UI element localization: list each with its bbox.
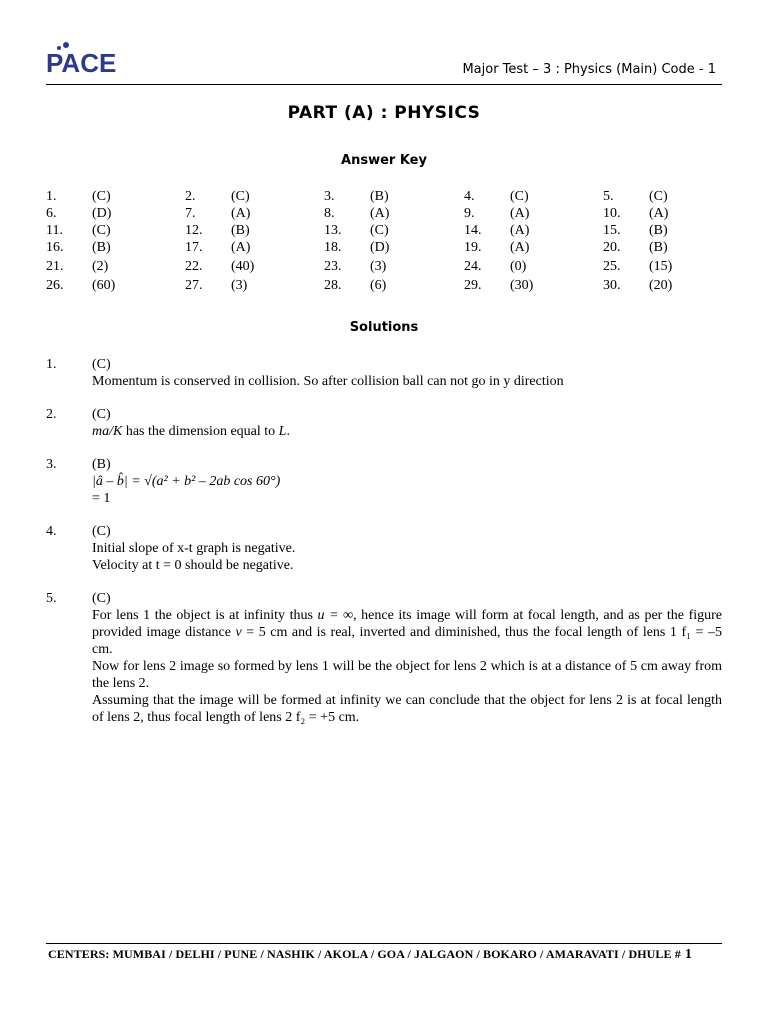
part-title: PART (A) : PHYSICS [287, 103, 481, 123]
math-var: ma/K [92, 424, 123, 439]
question-number: 16. [46, 240, 64, 255]
header-divider [46, 84, 722, 85]
answer-value: (6) [370, 278, 387, 293]
question-number: 2. [185, 189, 196, 204]
question-number: 18. [324, 240, 342, 255]
answer-value: (C) [92, 189, 111, 204]
question-number: 19. [464, 240, 482, 255]
solution-item [46, 406, 722, 440]
text-segment: , hence its image will form at focal length, and as per the figure provided image distance [92, 608, 723, 640]
question-number: 11. [46, 223, 63, 238]
question-number: 14. [464, 223, 482, 238]
answer-value: (2) [92, 259, 109, 274]
answer-value: (A) [231, 240, 251, 255]
solution-text: Assuming that the image will be formed at infinity we can conclude that the object for lens 2 is at focal length of lens 2, thus focal length of lens 2 f₂ = +5 cm. [92, 693, 722, 725]
solution-text: Momentum is conserved in collision. So after collision ball can not go in y direction [92, 374, 564, 389]
page-number: 1 [684, 947, 692, 962]
question-number: 27. [185, 278, 203, 293]
question-number: 21. [46, 259, 64, 274]
answer-value: (C) [231, 189, 250, 204]
answer-row [46, 206, 736, 223]
answer-value: (C) [510, 189, 529, 204]
answer-value: (A) [370, 206, 390, 221]
solution-answer: (C) [92, 407, 111, 422]
solution-text [92, 423, 722, 440]
question-number: 26. [46, 278, 64, 293]
answer-value: (30) [510, 278, 534, 293]
question-number: 22. [185, 259, 203, 274]
solution-answer: (B) [92, 457, 111, 472]
solution-text [92, 607, 722, 658]
solution-text: Now for lens 2 image so formed by lens 1 will be the object for lens 2 which is at a distance of 5 cm away from the lens 2. [92, 659, 722, 691]
answer-value: (B) [231, 223, 250, 238]
answer-row [46, 223, 736, 240]
solution-answer: (C) [92, 524, 111, 539]
question-number: 30. [603, 278, 621, 293]
text-segment: = 5 cm and is real, inverted and diminished, thus the focal length of lens 1 f₁ = –5 cm. [92, 625, 722, 657]
solution-item [46, 456, 722, 507]
answer-row [46, 189, 736, 206]
question-number: 5. [603, 189, 614, 204]
solution-item [46, 356, 722, 390]
solution-number: 1. [46, 357, 57, 372]
question-number: 29. [464, 278, 482, 293]
answer-value: (3) [231, 278, 248, 293]
answer-value: (0) [510, 259, 527, 274]
answer-value: (C) [649, 189, 668, 204]
math-var: v [235, 625, 242, 640]
answer-value: (C) [370, 223, 389, 238]
answer-value: (20) [649, 278, 673, 293]
question-number: 1. [46, 189, 57, 204]
answer-value: (B) [649, 240, 668, 255]
answer-value: (B) [649, 223, 668, 238]
math-expression: u = ∞ [317, 608, 354, 623]
solution-answer: (C) [92, 591, 111, 606]
answer-value: (A) [510, 240, 530, 255]
answer-value: (D) [370, 240, 390, 255]
header-title: Major Test – 3 : Physics (Main) Code - 1 [462, 62, 716, 77]
question-number: 23. [324, 259, 342, 274]
answer-value: (D) [92, 206, 112, 221]
solution-number: 4. [46, 524, 57, 539]
solution-number: 3. [46, 457, 57, 472]
answer-value: (40) [231, 259, 255, 274]
equation-result: = 1 [92, 491, 111, 506]
solution-answer: (C) [92, 357, 111, 372]
solutions-list [46, 356, 722, 742]
answer-value: (A) [649, 206, 669, 221]
answer-value: (60) [92, 278, 116, 293]
question-number: 24. [464, 259, 482, 274]
question-number: 20. [603, 240, 621, 255]
text-segment: For lens 1 the object is at infinity thus [92, 608, 318, 623]
pace-logo [46, 42, 136, 76]
answer-row [46, 278, 736, 295]
question-number: 9. [464, 206, 475, 221]
answer-value: (C) [92, 223, 111, 238]
question-number: 3. [324, 189, 335, 204]
question-number: 8. [324, 206, 335, 221]
equation [92, 473, 722, 490]
equation-rhs: = √(a² + b² – 2ab cos 60°) [131, 474, 281, 489]
solution-item [46, 523, 722, 574]
question-number: 10. [603, 206, 621, 221]
text-segment: . [286, 424, 290, 439]
answer-value: (B) [92, 240, 111, 255]
question-number: 7. [185, 206, 196, 221]
answer-value: (A) [510, 223, 530, 238]
footer-divider [46, 943, 722, 944]
question-number: 12. [185, 223, 203, 238]
answer-value: (A) [510, 206, 530, 221]
answer-value: (15) [649, 259, 673, 274]
answer-key-title: Answer Key [341, 153, 427, 168]
answer-value: (B) [370, 189, 389, 204]
footer-centers: CENTERS: MUMBAI / DELHI / PUNE / NASHIK / AKOLA / GOA / JALGAON / BOKARO / AMARAVATI / DHULE # [48, 947, 681, 961]
question-number: 6. [46, 206, 57, 221]
solution-text: Initial slope of x-t graph is negative. [92, 541, 296, 556]
solution-item [46, 590, 722, 726]
solution-number: 2. [46, 407, 57, 422]
answer-value: (3) [370, 259, 387, 274]
math-var: L [278, 424, 287, 439]
question-number: 25. [603, 259, 621, 274]
footer [48, 947, 692, 963]
solutions-title: Solutions [349, 320, 419, 335]
question-number: 15. [603, 223, 621, 238]
question-number: 4. [464, 189, 475, 204]
question-number: 13. [324, 223, 342, 238]
solution-number: 5. [46, 591, 57, 606]
answer-value: (A) [231, 206, 251, 221]
answer-row [46, 259, 736, 276]
question-number: 28. [324, 278, 342, 293]
solution-text: Velocity at t = 0 should be negative. [92, 558, 294, 573]
logo-text: PACE [46, 48, 117, 78]
text-segment: has the dimension equal to [122, 424, 279, 439]
equation-lhs: |â – b̂| [92, 474, 128, 489]
answer-row [46, 240, 736, 257]
question-number: 17. [185, 240, 203, 255]
